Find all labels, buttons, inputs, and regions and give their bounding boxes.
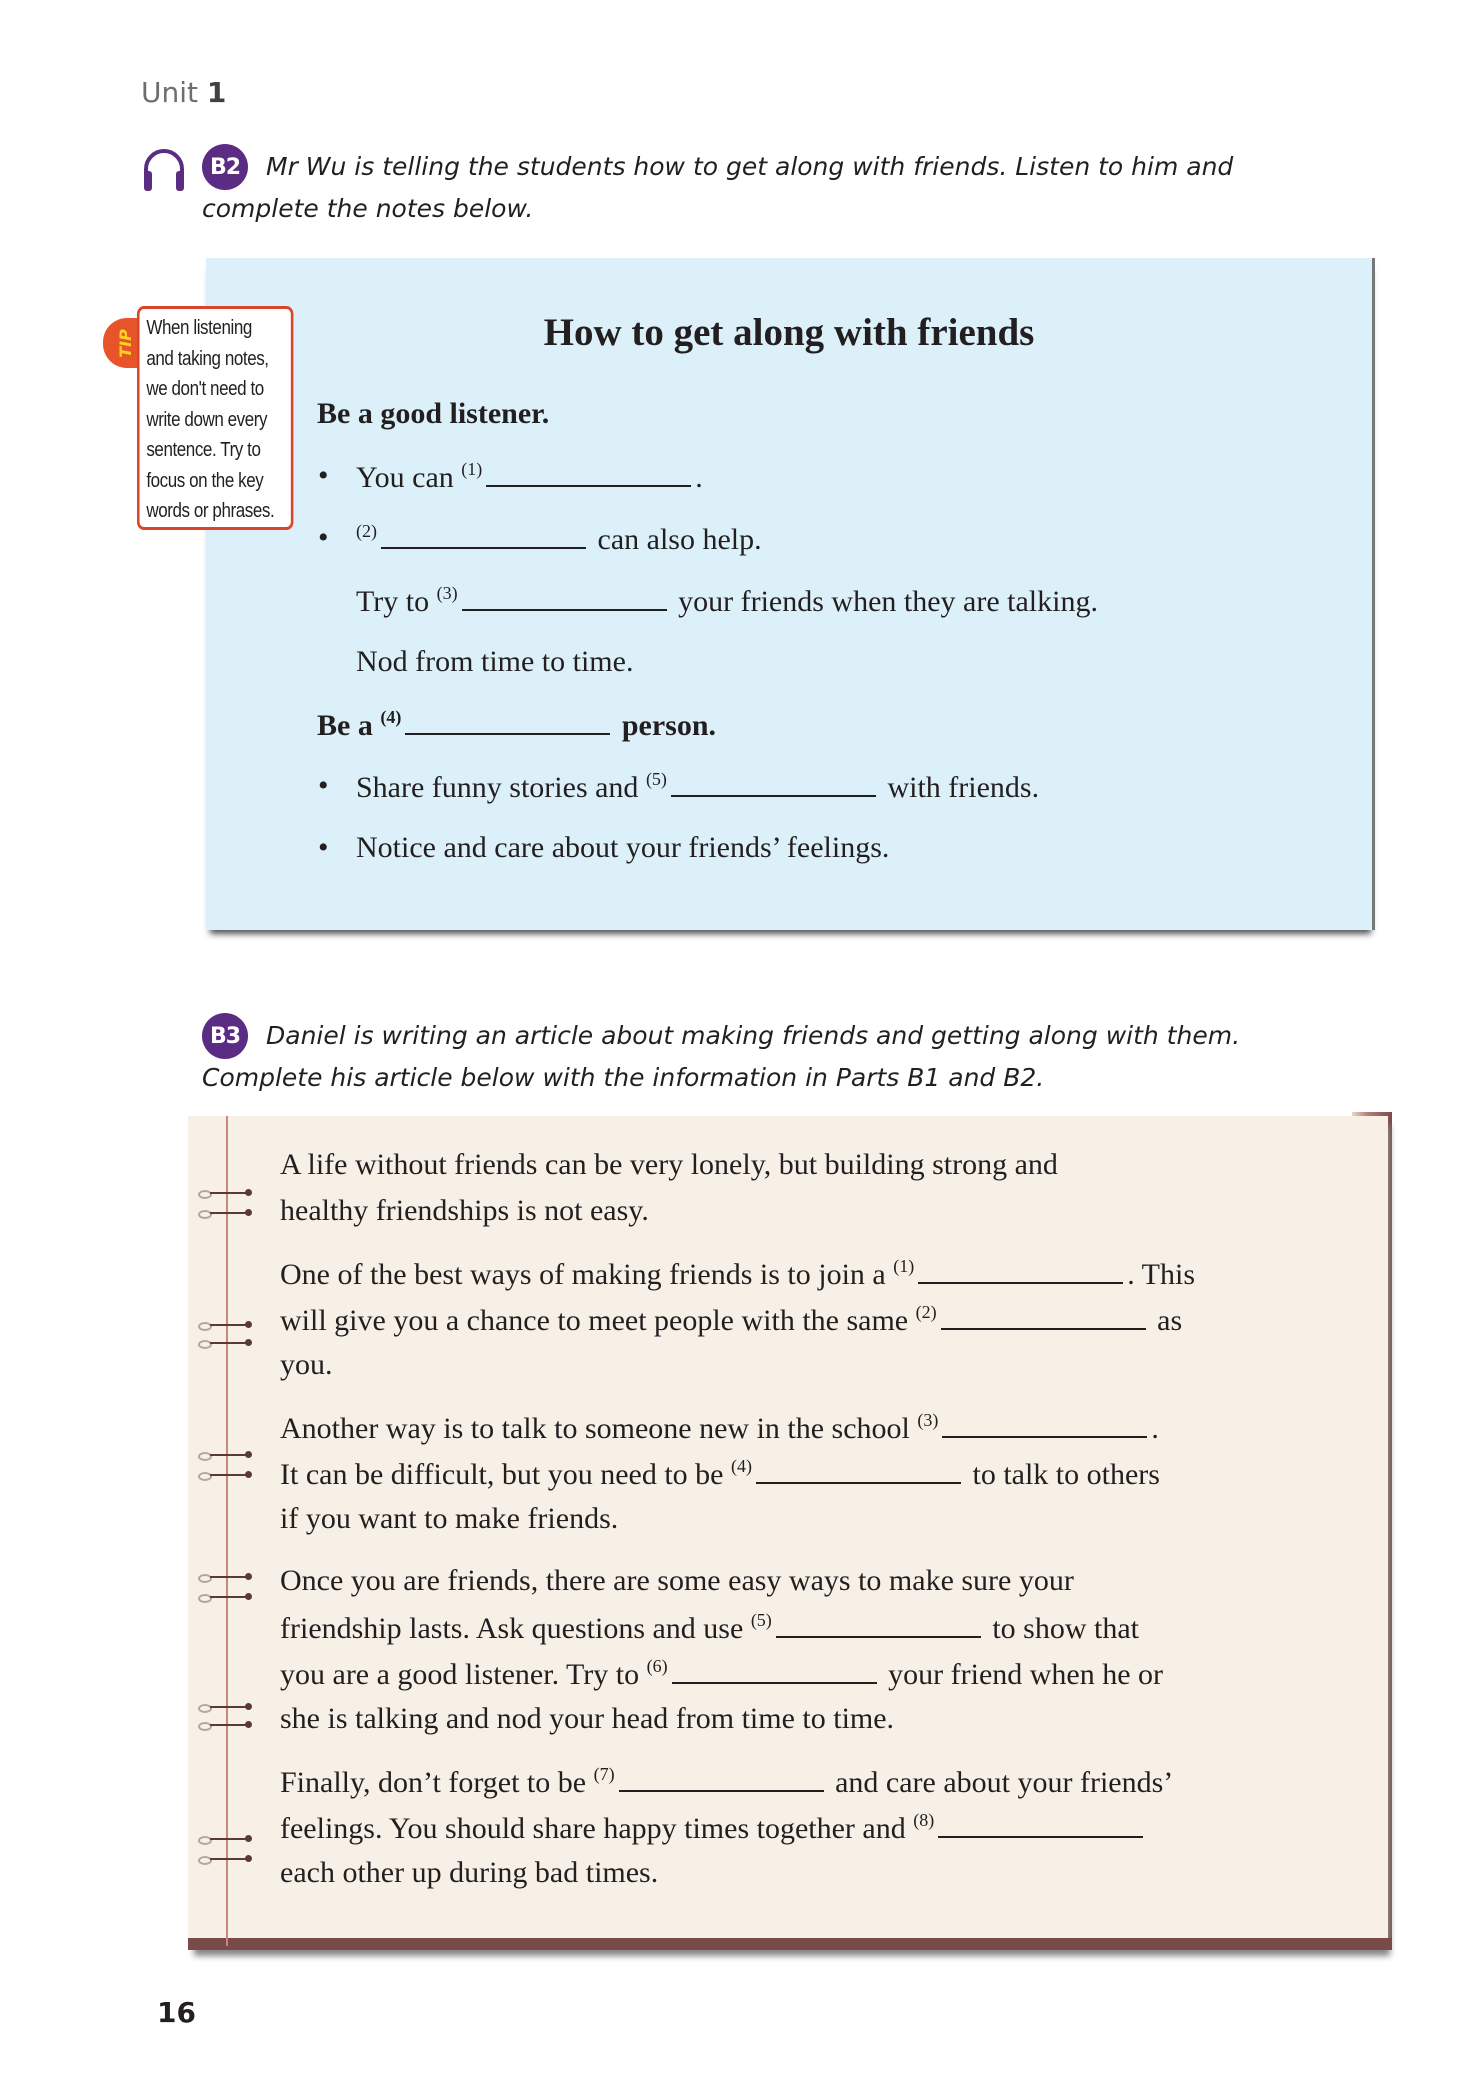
article-line (280, 1256, 1195, 1292)
b3-instruction-line: Daniel is writing an article about making friends and getting along with them. (266, 1021, 1241, 1050)
bullet-icon: • (318, 831, 329, 864)
text-segment: can also help. (590, 523, 762, 556)
article-line (280, 1564, 1074, 1598)
blank-number: (6) (646, 1656, 668, 1676)
answer-blank[interactable] (756, 1458, 961, 1484)
blank-number: (2) (356, 521, 377, 541)
article-line (280, 1302, 1182, 1338)
notes-item (356, 645, 633, 679)
page-number: 16 (157, 1996, 196, 2029)
b3-instructions (202, 1015, 1352, 1099)
article-line (280, 1702, 894, 1736)
text-segment: you are a good listener. Try to (280, 1658, 647, 1691)
text-segment: . This (1127, 1258, 1196, 1291)
spiral-ring-icon (198, 1470, 256, 1478)
text-segment: to show that (984, 1612, 1139, 1645)
spiral-ring-icon (198, 1592, 256, 1600)
notes-item (318, 769, 1040, 805)
answer-blank[interactable] (672, 1658, 877, 1684)
answer-blank[interactable] (486, 461, 691, 487)
answer-blank[interactable] (776, 1612, 981, 1638)
article-line (280, 1764, 1173, 1800)
section-badge-b2: B2 (202, 144, 248, 190)
article-line (280, 1856, 658, 1890)
article-line (280, 1656, 1163, 1692)
text-segment: Be a (317, 709, 381, 742)
blank-number: (1) (461, 459, 483, 479)
tip-line: When listening (146, 317, 252, 339)
text-segment: Be a good listener. (317, 397, 550, 430)
blank-number: (3) (917, 1410, 939, 1430)
tip-line: and taking notes, (146, 347, 269, 370)
notes-item (318, 831, 890, 865)
tip-line: sentence. Try to (146, 439, 261, 461)
text-segment: . (695, 461, 703, 494)
tip-tag-label: TIP (115, 328, 135, 358)
tip-line: words or phrases. (146, 500, 275, 522)
text-segment: One of the best ways of making friends is to join a (280, 1258, 894, 1291)
notes-item (318, 459, 703, 495)
answer-blank[interactable] (462, 585, 667, 611)
b2-instructions (202, 146, 1352, 230)
text-segment: and care about your friends’ (827, 1766, 1174, 1799)
text-segment: person. (614, 709, 717, 742)
blank-number: (7) (593, 1764, 615, 1784)
spiral-ring-icon (198, 1720, 256, 1728)
text-segment: It can be difficult, but you need to be (280, 1458, 731, 1491)
bullet-icon: • (318, 459, 329, 492)
spiral-ring-icon (198, 1834, 256, 1842)
tip-line: we don't need to (146, 378, 264, 400)
text-segment: Another way is to talk to someone new in the school (280, 1412, 918, 1445)
notes-title: How to get along with friends (543, 311, 1035, 354)
b2-instruction-line: complete the notes below. (202, 194, 534, 223)
article-line (280, 1502, 618, 1536)
article-line (280, 1148, 1058, 1182)
article-line (280, 1610, 1139, 1646)
text-segment: Once you are friends, there are some easy ways to make sure your (280, 1564, 1074, 1597)
text-segment: feelings. You should share happy times together and (280, 1812, 914, 1845)
spiral-ring-icon (198, 1450, 256, 1458)
text-segment: friendship lasts. Ask questions and use (280, 1612, 751, 1645)
answer-blank[interactable] (941, 1304, 1146, 1330)
spiral-ring-icon (198, 1854, 256, 1862)
text-segment: Nod from time to time. (356, 645, 634, 678)
text-segment: to talk to others (964, 1458, 1160, 1491)
unit-label: Unit (141, 76, 198, 109)
headphones-icon (140, 145, 188, 198)
text-segment: Finally, don’t forget to be (280, 1766, 594, 1799)
notebook-margin-line (226, 1116, 228, 1946)
text-segment: You can (356, 461, 462, 494)
answer-blank[interactable] (381, 523, 586, 549)
text-segment: with friends. (879, 771, 1040, 804)
spiral-ring-icon (198, 1702, 256, 1710)
blank-number: (1) (893, 1256, 915, 1276)
spiral-ring-icon (198, 1338, 256, 1346)
spiral-ring-icon (198, 1188, 256, 1196)
blank-number: (2) (915, 1302, 937, 1322)
spiral-ring-icon (198, 1208, 256, 1216)
b2-instruction-line: Mr Wu is telling the students how to get along with friends. Listen to him and (266, 152, 1234, 181)
text-segment: your friends when they are talking. (670, 585, 1098, 618)
text-segment: Notice and care about your friends’ feelings. (356, 831, 890, 864)
notes-heading (317, 707, 716, 743)
text-segment: Share funny stories and (356, 771, 646, 804)
text-segment: Try to (356, 585, 437, 618)
spiral-ring-icon (198, 1572, 256, 1580)
text-segment: each other up during bad times. (280, 1856, 659, 1889)
text-segment: will give you a chance to meet people with the same (280, 1304, 916, 1337)
answer-blank[interactable] (671, 771, 876, 797)
text-segment: she is talking and nod your head from time to time. (280, 1702, 895, 1735)
blank-number: (5) (750, 1610, 772, 1630)
unit-heading (141, 76, 226, 109)
bullet-icon: • (318, 769, 329, 802)
text-segment: you. (280, 1348, 333, 1381)
answer-blank[interactable] (405, 709, 610, 735)
blank-number: (8) (913, 1810, 935, 1830)
text-segment: your friend when he or (880, 1658, 1164, 1691)
notebook-cover-bottom (188, 1938, 1392, 1950)
answer-blank[interactable] (938, 1812, 1143, 1838)
article-line (280, 1456, 1160, 1492)
notes-heading (317, 397, 549, 431)
blank-number: (5) (645, 769, 667, 789)
answer-blank[interactable] (918, 1258, 1123, 1284)
notes-item (356, 583, 1098, 619)
text-segment: . (1151, 1412, 1159, 1445)
text-segment: as (1149, 1304, 1183, 1337)
blank-number: (4) (380, 707, 402, 727)
answer-blank[interactable] (942, 1412, 1147, 1438)
bullet-icon: • (318, 521, 329, 554)
article-line (280, 1410, 1159, 1446)
unit-number: 1 (206, 76, 227, 109)
section-badge-b3: B3 (202, 1013, 248, 1059)
answer-blank[interactable] (619, 1766, 824, 1792)
article-line (280, 1194, 649, 1228)
blank-number: (3) (436, 583, 458, 603)
notes-item (318, 521, 762, 557)
b3-instruction-line: Complete his article below with the information in Parts B1 and B2. (202, 1063, 1045, 1092)
blank-number: (4) (730, 1456, 752, 1476)
article-line (280, 1810, 1147, 1846)
spiral-ring-icon (198, 1320, 256, 1328)
tip-line: write down every (146, 408, 268, 431)
article-line (280, 1348, 333, 1382)
text-segment: A life without friends can be very lonely, but building strong and (280, 1148, 1058, 1181)
tip-line: focus on the key (146, 469, 264, 492)
text-segment: healthy friendships is not easy. (280, 1194, 649, 1227)
text-segment: if you want to make friends. (280, 1502, 619, 1535)
